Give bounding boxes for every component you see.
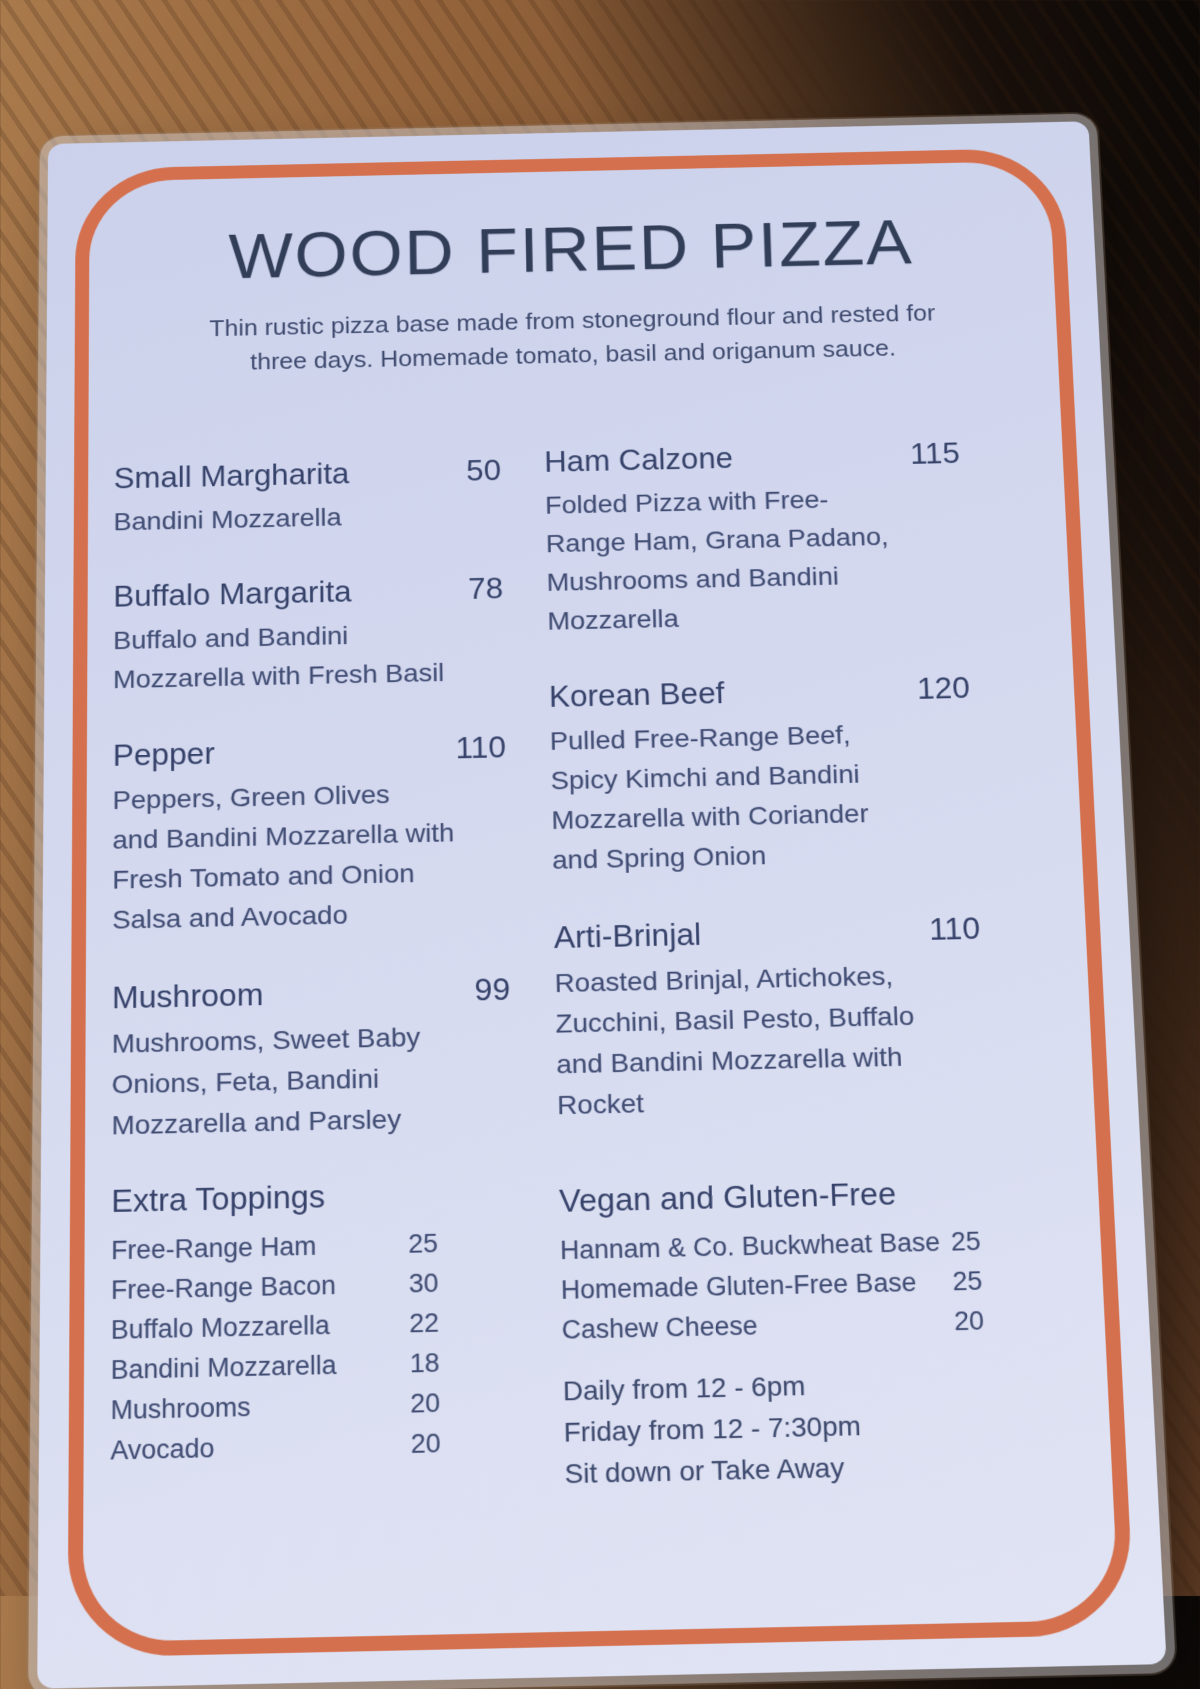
item-desc-line: and Bandini Mozzarella with [556,1042,903,1080]
item-name: Avocado [110,1433,215,1466]
item-desc-line: Bandini Mozzarella [113,503,342,537]
item-price: 30 [408,1268,439,1299]
item-desc-line: Mozzarella and Parsley [111,1104,402,1142]
menu-subtitle-line2: three days. Homemade tomato, basil and origanum sauce. [250,334,897,375]
item-desc-line: Pulled Free-Range Beef, [549,720,852,757]
item-desc-line: Salsa and Avocado [112,900,348,936]
list-item-row [110,1424,441,1472]
item-name: Mushrooms [110,1392,251,1425]
menu-column-left [111,453,513,1187]
item-name: Korean Beef [548,675,725,714]
menu-item-row [113,730,506,773]
item-name: Ham Calzone [543,441,734,479]
list-item-row [561,1301,984,1350]
item-name: Buffalo Mozzarella [110,1310,331,1345]
item-price: 20 [410,1428,441,1459]
item-desc-line: Fresh Tomato and Onion [112,858,415,896]
item-price: 20 [410,1388,441,1419]
hours-line: Friday from 12 - 7:30pm [563,1410,862,1448]
item-price: 25 [950,1226,982,1257]
item-price: 110 [928,910,981,947]
item-desc-line: and Spring Onion [551,840,767,876]
item-desc-line: Mozzarella with Coriander [551,799,870,836]
item-price: 25 [408,1228,439,1259]
item-name: Mushroom [111,976,264,1015]
item-price: 115 [909,436,961,471]
hours-line: Sit down or Take Away [564,1452,845,1490]
topping-rows [110,1224,441,1471]
menu-item-row [113,571,503,614]
menu-title: WOOD FIRED PIZZA [228,206,915,293]
item-name: Small Margharita [113,456,350,495]
item-name: Bandini Mozzarella [110,1350,337,1385]
item-name: Buffalo Margarita [113,574,352,613]
item-name: Pepper [112,736,215,773]
item-desc-line: Mozzarella [547,604,680,637]
item-desc-line: Buffalo and Bandini [113,621,349,656]
menu-item [553,911,988,1127]
item-name: Free-Range Bacon [110,1270,337,1305]
item-desc-line: and Bandini Mozzarella with [112,818,455,856]
menu-item-row [112,972,511,1016]
item-desc-line: Mushrooms, Sweet Baby [111,1022,421,1060]
item-price: 120 [916,670,971,706]
item-name: Homemade Gluten-Free Base [560,1267,917,1305]
item-price: 18 [409,1348,440,1379]
menu-item [112,730,509,941]
menu-header [46,204,1100,384]
item-price: 99 [474,971,511,1008]
opening-hours [563,1365,863,1496]
section-header: Vegan and Gluten-Free [558,1175,897,1219]
item-desc-line: Range Ham, Grana Padano, [545,522,889,559]
hours-line: Daily from 12 - 6pm [562,1370,806,1407]
item-price: 22 [409,1308,440,1339]
menu-paper [37,121,1166,1688]
menu-subtitle [46,292,1100,383]
item-desc-line: Mozzarella with Fresh Basil [112,658,445,695]
item-price: 20 [953,1306,985,1337]
menu-item-row [549,670,971,714]
item-desc-line: Peppers, Green Olives [112,780,390,816]
item-desc-line: Spicy Kimchi and Bandini [550,759,861,796]
menu-subtitle-line1: Thin rustic pizza base made from stoneground flour and rested for [209,299,936,342]
vegan-rows [560,1222,985,1350]
section-extra-toppings [110,1176,441,1471]
section-header: Extra Toppings [111,1178,326,1219]
item-desc-line: Zucchini, Basil Pesto, Buffalo [555,1001,915,1040]
item-price: 78 [467,571,504,606]
menu-item [114,453,503,542]
item-name: Hannam & Co. Buckwheat Base [559,1227,941,1265]
item-price: 50 [465,453,502,487]
menu-item-row [544,436,960,479]
menu-item-row [114,453,502,495]
item-desc-line: Rocket [556,1088,645,1121]
item-name: Arti-Brinjal [553,916,702,955]
item-price: 110 [455,729,507,765]
menu-item [113,571,505,700]
item-desc-line: Mushrooms and Bandini [546,562,840,598]
menu-column-right [544,436,990,1167]
item-desc-line: Onions, Feta, Bandini [111,1063,380,1101]
item-desc-line: Roasted Brinjal, Artichokes, [554,961,894,999]
section-vegan-gluten-free [559,1174,985,1351]
item-name: Free-Range Ham [111,1231,317,1266]
menu-item-row [553,911,980,956]
item-name: Cashew Cheese [561,1311,759,1345]
menu-item [544,436,967,641]
item-desc-line: Folded Pizza with Free- [544,485,829,521]
menu-item [549,670,978,880]
menu-item [111,972,512,1147]
item-price: 25 [951,1266,983,1297]
